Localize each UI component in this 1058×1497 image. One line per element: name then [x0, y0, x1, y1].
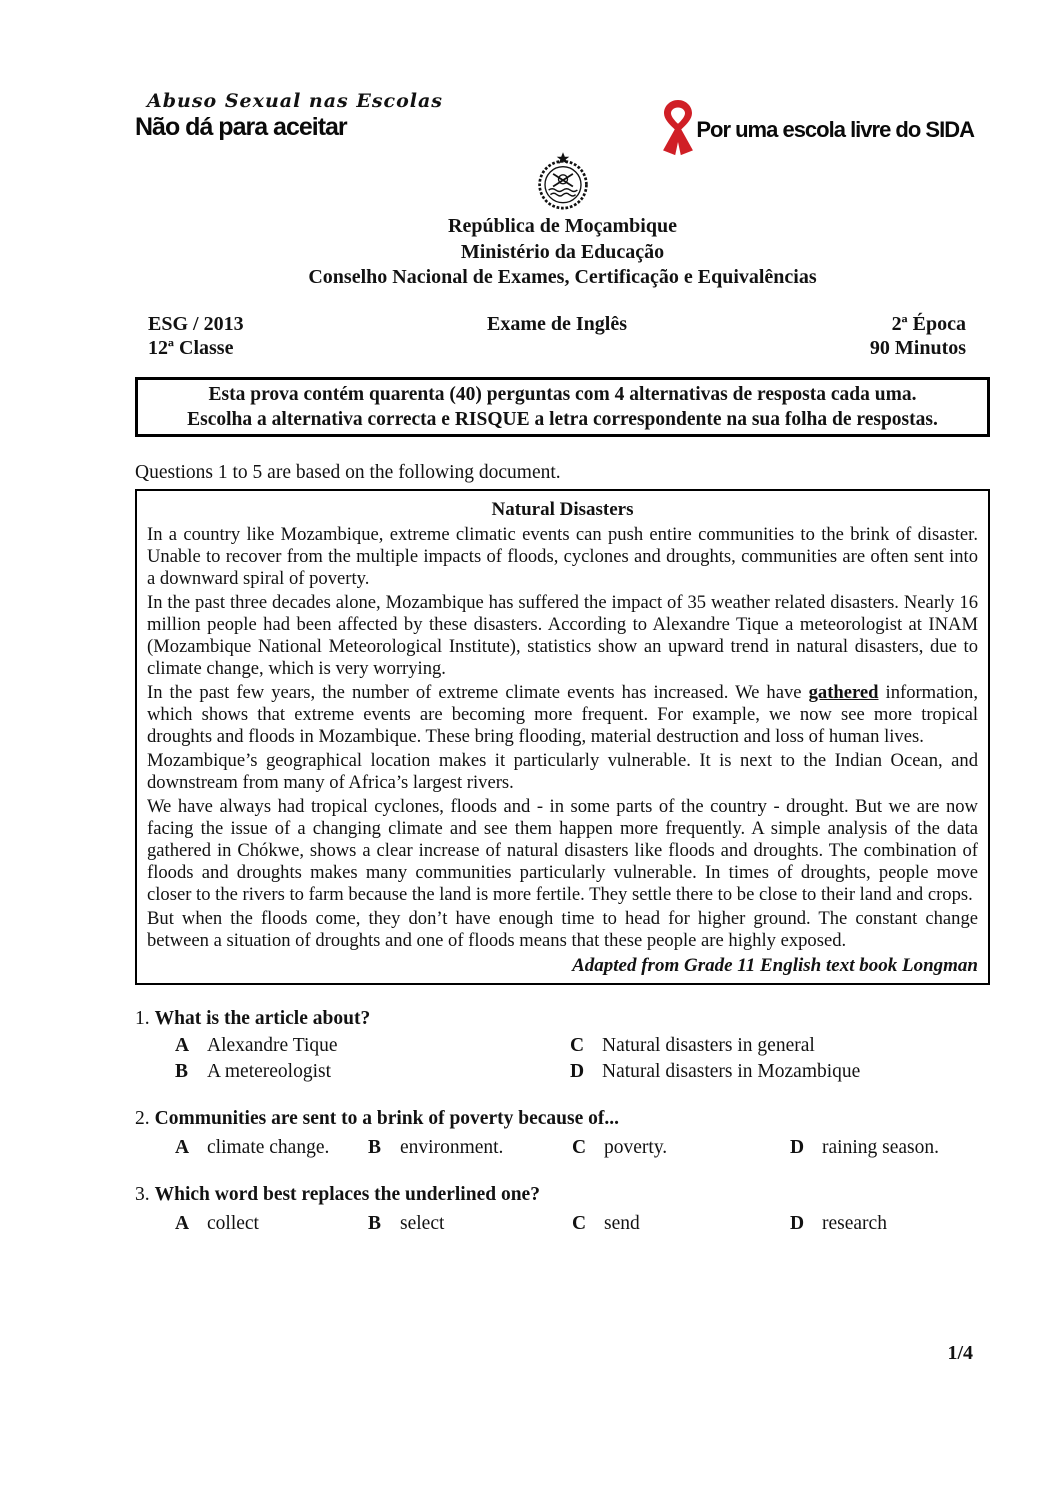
instructions-line-2: Escolha a alternativa correcta e RISQUE a letra correspondente na sua folha de respostas.: [187, 408, 938, 430]
question-1-options: [135, 1033, 990, 1085]
option-d: D raining season.: [790, 1136, 939, 1158]
option-d: D Natural disasters in Mozambique: [570, 1060, 861, 1082]
question-text: Which word best replaces the underlined one?: [154, 1183, 540, 1205]
campaign-slogan-script: Abuso Sexual nas Escolas: [147, 90, 444, 112]
option-d: D research: [790, 1212, 887, 1234]
reading-passage-box: [135, 489, 990, 985]
option-c: C send: [572, 1212, 640, 1234]
exam-info: [135, 312, 990, 360]
mozambique-emblem-icon: [536, 152, 590, 212]
question-number: 1.: [135, 1007, 150, 1029]
question-2: [135, 1107, 990, 1161]
section-intro: Questions 1 to 5 are based on the following document.: [135, 461, 561, 483]
title-ministry: Ministério da Educação: [460, 240, 665, 263]
passage-paragraph-1: In a country like Mozambique, extreme climatic events can push entire communities to the brink of disaster. Unable to recover from the multiple impacts of floods, cyclones and droughts, communities are often sent into a downward spiral of poverty.: [147, 523, 978, 589]
option-a: A climate change.: [175, 1136, 330, 1158]
exam-title: Exame de Inglês: [487, 312, 627, 335]
exam-duration: 90 Minutos: [869, 336, 967, 359]
passage-paragraph-4: Mozambique’s geographical location makes it particularly vulnerable. It is next to the Indian Ocean, and downstream from many of Africa’s largest rivers.: [147, 749, 978, 793]
exam-program: ESG / 2013: [148, 312, 244, 335]
exam-info-row-1: [148, 312, 966, 336]
campaign-slogan-bold: Não dá para aceitar: [135, 113, 347, 141]
option-b: B select: [368, 1212, 445, 1234]
option-a: A collect: [175, 1212, 259, 1234]
passage-paragraph-6: But when the floods come, they don’t have enough time to head for higher ground. The constant change between a situation of droughts and one of floods means that these people are highly exposed.: [147, 907, 978, 951]
title-country: República de Moçambique: [448, 215, 677, 237]
instructions-line-1: Esta prova contém quarenta (40) perguntas com 4 alternativas de resposta cada uma.: [208, 383, 917, 405]
passage-paragraph-3: In the past few years, the number of extreme climate events has increased. We have gathered information, which shows that extreme events are becoming more frequent. For example, we now see more tropical droughts and floods in Mozambique. These bring flooding, material destruction and loss of human lives.: [147, 681, 978, 747]
campaign-header: [135, 90, 990, 150]
campaign-right-slogan: Por uma escola livre do SIDA: [696, 117, 974, 142]
option-c: C Natural disasters in general: [570, 1034, 815, 1056]
option-a: A Alexandre Tique: [175, 1034, 338, 1056]
passage-attribution: Adapted from Grade 11 English text book Longman: [572, 954, 978, 976]
question-number: 2.: [135, 1107, 150, 1129]
title-council: Conselho Nacional de Exames, Certificação e Equivalências: [308, 266, 817, 288]
questions-section: [135, 1007, 990, 1237]
passage-paragraph-5: We have always had tropical cyclones, floods and - in some parts of the country - drought. But we are now facing the issue of a changing climate and see them happen more frequently. A simple analysis of the data gathered in Chókwe, shows a clear increase of natural disasters like floods and droughts. The combination of floods and droughts makes many communities particularly vulnerable. In times of droughts, people move closer to the rivers to farm because the land is more fertile. They settle there to be close to their land and crops.: [147, 795, 978, 905]
underlined-keyword: gathered: [808, 681, 879, 703]
question-3: [135, 1183, 990, 1237]
question-1-header: [135, 1007, 990, 1030]
exam-info-row-2: [148, 336, 966, 360]
option-c: C poverty.: [572, 1136, 668, 1158]
question-number: 3.: [135, 1183, 150, 1205]
instructions-box: [135, 377, 990, 437]
option-b: B A metereologist: [175, 1060, 332, 1082]
passage-title: Natural Disasters: [491, 498, 634, 520]
official-titles: [135, 214, 990, 291]
question-3-options: [135, 1211, 990, 1237]
question-text: What is the article about?: [154, 1007, 371, 1029]
question-text: Communities are sent to a brink of poverty because of...: [154, 1107, 619, 1129]
question-3-header: [135, 1183, 990, 1206]
exam-grade: 12ª Classe: [148, 336, 234, 359]
question-2-header: [135, 1107, 990, 1130]
passage-paragraph-2: In the past three decades alone, Mozambique has suffered the impact of 35 weather related disasters. Nearly 16 million people had been affected by these disasters. According to Alexandre Tique a meteorologist at INAM (Mozambique National Meteorological Institute), statistics show an upward trend in natural disasters, due to climate change, which is very worrying.: [147, 591, 978, 679]
campaign-right: [650, 98, 974, 158]
question-1: [135, 1007, 990, 1085]
question-2-options: [135, 1135, 990, 1161]
page-content: [135, 90, 990, 1237]
page-number: 1/4: [947, 1342, 973, 1364]
exam-epoch: 2ª Época: [891, 312, 967, 335]
option-b: B environment.: [368, 1136, 504, 1158]
